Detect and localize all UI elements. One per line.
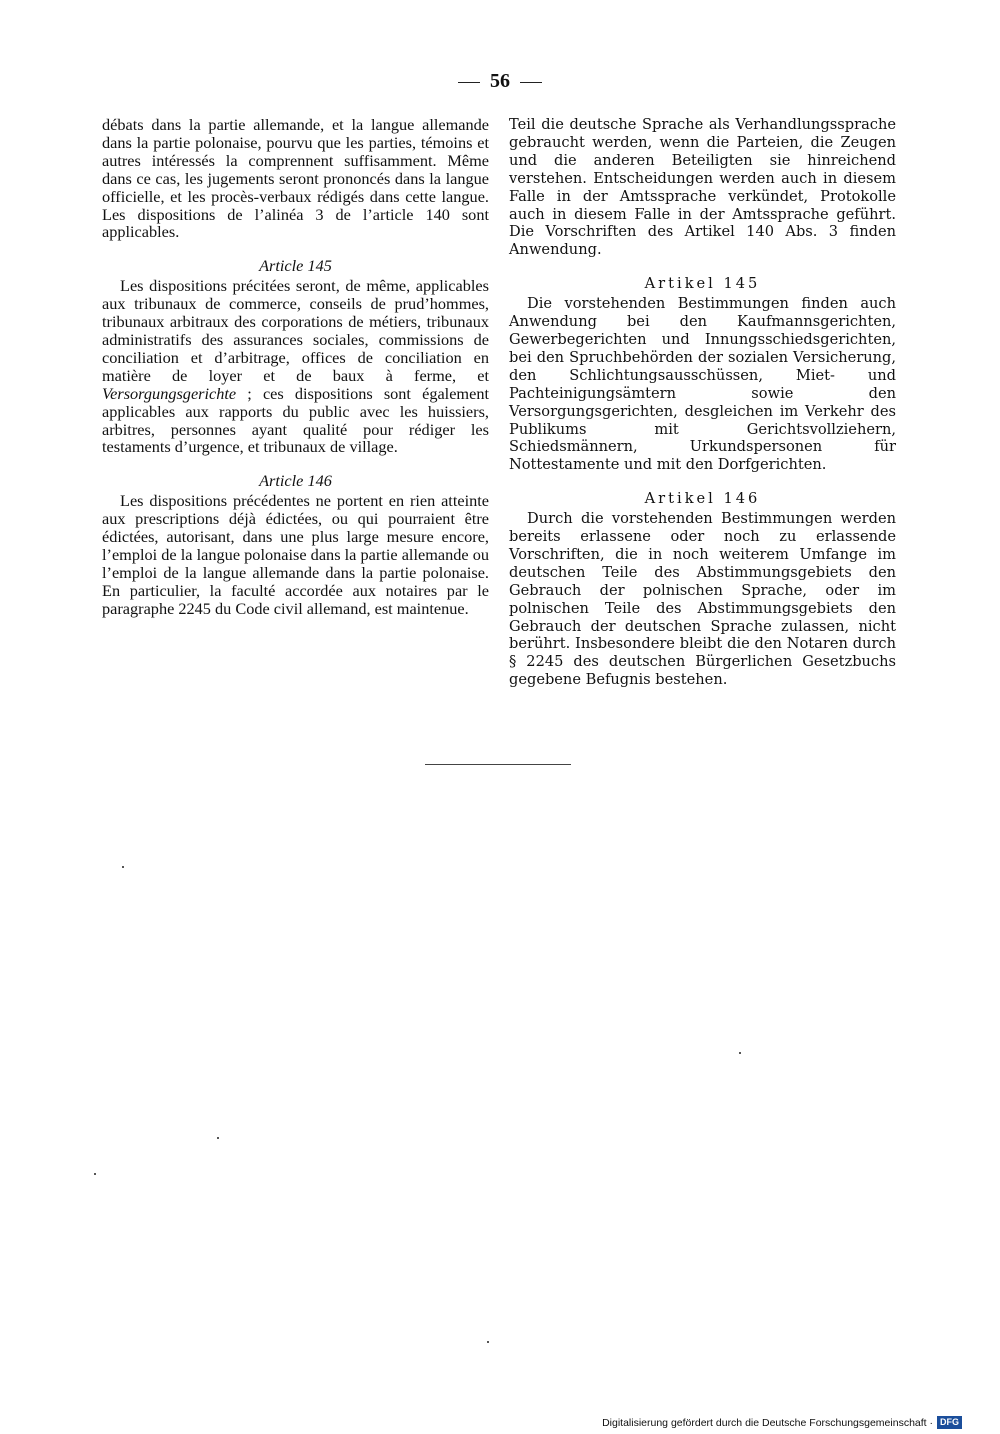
german-intro: Teil die deutsche Sprache als Verhandlungssprache gebraucht werden, wenn die Parteien, die Zeugen und die anderen Beteiligten sie hinreichend verstehen. Entscheidungen werden auch in diesem Falle in der Amtssprache verkündet, Protokolle auch in diesem Falle in der Amtssprache geführt. Die Vorschriften des Artikel 140 Abs. 3 finden Anwendung. [509, 116, 896, 259]
german-article-145-text: Die vorstehenden Bestimmungen finden auch Anwendung bei den Kaufmannsgerichten, Gewerbegerichten und Innungsschiedsgerichten, bei den Spruchbehörden der sozialen Versicherung, den Schlichtungsausschüssen, Miet- und Pachteinigungsämtern sowie den Versorgungsgerichten, desgleichen im Verkehr des Publikums mit Gerichtsvollziehern, Schiedsmännern, Urkundspersonen für Nottestamente und mit den Dorfgerichten. [509, 295, 896, 474]
french-article-146-text: Les dispositions précédentes ne portent en rien atteinte aux prescriptions déjà édictées, ou qui pourraient être édictées, autorisant, dans une plus large mesure encore, l’emploi de la langue polonaise dans la partie allemande ou l’emploi de la langue allemande dans la partie polonaise. En particulier, la faculté accordée aux notaires par le paragraphe 2245 du Code civil allemand, est maintenue. [102, 491, 489, 618]
page-number-header [0, 70, 1000, 93]
section-divider [425, 764, 571, 765]
left-dash [458, 82, 480, 83]
scan-speck [122, 866, 124, 868]
french-column [102, 116, 489, 618]
french-article-146-title: Article 146 [259, 471, 332, 491]
french-article-145-title: Article 145 [259, 256, 332, 276]
french-article-145-text-a: Les dispositions précitées seront, de même, applicables aux tribunaux de commerce, conseils de prud’hommes, tribunaux arbitraux des corporations de métiers, tribunaux administratifs des assurances sociales, commissions de conciliation et d’arbitrage, offices de conciliation en matière de loyer et de baux à ferme, et [102, 276, 489, 385]
french-article-145-italic: Versorgungsgerichte [102, 383, 237, 403]
dfg-logo: DFG [937, 1416, 962, 1429]
right-dash [520, 82, 542, 83]
scan-speck [94, 1173, 96, 1175]
scan-speck [487, 1341, 489, 1343]
french-article-145-text-b: ; ces dispositions sont également applicables aux rapports du public avec les huissiers, arbitres, personnes ayant qualité pour rédiger les testaments d’urgence, et tribunaux de village. [102, 383, 489, 457]
french-intro: débats dans la partie allemande, et la langue allemande dans la partie polonaise, pourvu que les parties, témoins et autres intéressés la comprennent suffisamment. Même dans ce cas, les jugements seront prononcés dans la langue officielle, et les procès-verbaux rédigés dans cette langue. Les dispositions de l’alinéa 3 de l’article 140 sont applicables. [102, 115, 489, 242]
french-article-145-text [102, 277, 489, 456]
scan-speck [739, 1052, 741, 1054]
german-article-145-title: Artikel 145 [644, 275, 761, 293]
german-article-146-title: Artikel 146 [644, 490, 761, 508]
footer-credit: Digitalisierung gefördert durch die Deutsche Forschungsgemeinschaft · [602, 1416, 933, 1429]
page-number: 56 [490, 70, 510, 92]
scan-speck [217, 1137, 219, 1139]
german-article-146-text: Durch die vorstehenden Bestimmungen werden bereits erlassene oder noch zu erlassende Vorschriften, die in noch weiterem Umfange im deutschen Teile des Abstimmungsgebiets den Gebrauch der polnischen Sprache, oder im polnischen Teile des Abstimmungsgebiets den Gebrauch der deutschen Sprache zulassen, nicht berührt. Insbesondere bleibt die den Notaren durch § 2245 des deutschen Bürgerlichen Gesetzbuchs gegebene Befugnis bestehen. [509, 510, 896, 689]
german-column [509, 116, 896, 689]
digitization-footer [602, 1416, 962, 1429]
